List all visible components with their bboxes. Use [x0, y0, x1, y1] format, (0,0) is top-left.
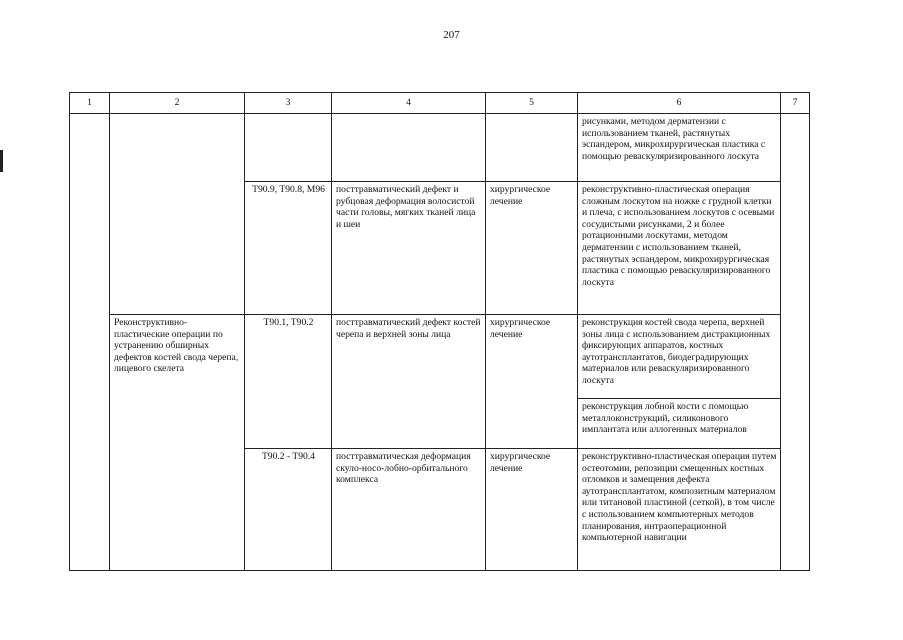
- column-header: 6: [578, 93, 781, 114]
- column-header: 4: [332, 93, 486, 114]
- col7-cell: [781, 114, 810, 571]
- scan-edge-mark: [0, 150, 3, 172]
- col1-cell: [70, 114, 110, 571]
- treatment-type-cell: [486, 114, 578, 182]
- icd-codes-cell: T90.9, T90.8, M96: [245, 182, 332, 315]
- table-row: [70, 114, 810, 182]
- diagnosis-cell: посттравматический дефект и рубцовая деформация волосистой части головы, мягких тканей лица и шеи: [332, 182, 486, 315]
- treatment-method-cell: реконструкция лобной кости с помощью металлоконструкций, силиконового имплантата или аллогенных материалов: [578, 399, 781, 449]
- column-header: 1: [70, 93, 110, 114]
- diagnosis-cell: посттравматический дефект костей черепа и верхней зоны лица: [332, 315, 486, 449]
- diagnosis-cell: посттравматическая деформация скуло-носо-лобно-орбитального комплекса: [332, 449, 486, 571]
- icd-codes-cell: T90.1, T90.2: [245, 315, 332, 449]
- treatment-type-cell: хирургическое лечение: [486, 449, 578, 571]
- treatment-type-cell: хирургическое лечение: [486, 182, 578, 315]
- treatment-method-cell: реконструкция костей свода черепа, верхней зоны лица с использованием дистракционных фиксирующих аппаратов, костных аутотрансплантатов, биодеградирующих материалов или реваскуляризированного лоскута: [578, 315, 781, 399]
- header-row: [70, 93, 810, 114]
- procedure-name-cell: Реконструктивно-пластические операции по устранению обширных дефектов костей свода черепа, лицевого скелета: [110, 315, 245, 571]
- treatment-method-cell: рисунками, методом дерматензии с использованием тканей, растянутых эспандером, микрохирургическая пластика с помощью реваскуляризированного лоскута: [578, 114, 781, 182]
- icd-codes-cell: T90.2 - T90.4: [245, 449, 332, 571]
- treatment-type-cell: хирургическое лечение: [486, 315, 578, 449]
- column-header: 3: [245, 93, 332, 114]
- diagnosis-cell: [332, 114, 486, 182]
- column-header: 7: [781, 93, 810, 114]
- icd-codes-cell: [245, 114, 332, 182]
- medical-procedures-table: [69, 92, 810, 571]
- page-number: 207: [443, 29, 460, 41]
- column-header: 5: [486, 93, 578, 114]
- treatment-method-cell: реконструктивно-пластическая операция путем остеотомии, репозиции смещенных костных отломков и замещения дефекта аутотрансплантатом, композитным материалом или титановой пластиной (сеткой), в том числе с использованием компьютерных методов планирования, интраоперационной компьютерной навигации: [578, 449, 781, 571]
- procedure-name-cell: [110, 114, 245, 315]
- table-row: [70, 315, 810, 399]
- column-header: 2: [110, 93, 245, 114]
- treatment-method-cell: реконструктивно-пластическая операция сложным лоскутом на ножке с грудной клетки и плеча, с использованием лоскутов с осевыми сосудистыми рисунками, 2 и более ротационными лоскутами, методом дерматензии с использованием тканей, растянутых эспандером, микрохирургическая пластика с помощью реваскуляризированного лоскута: [578, 182, 781, 315]
